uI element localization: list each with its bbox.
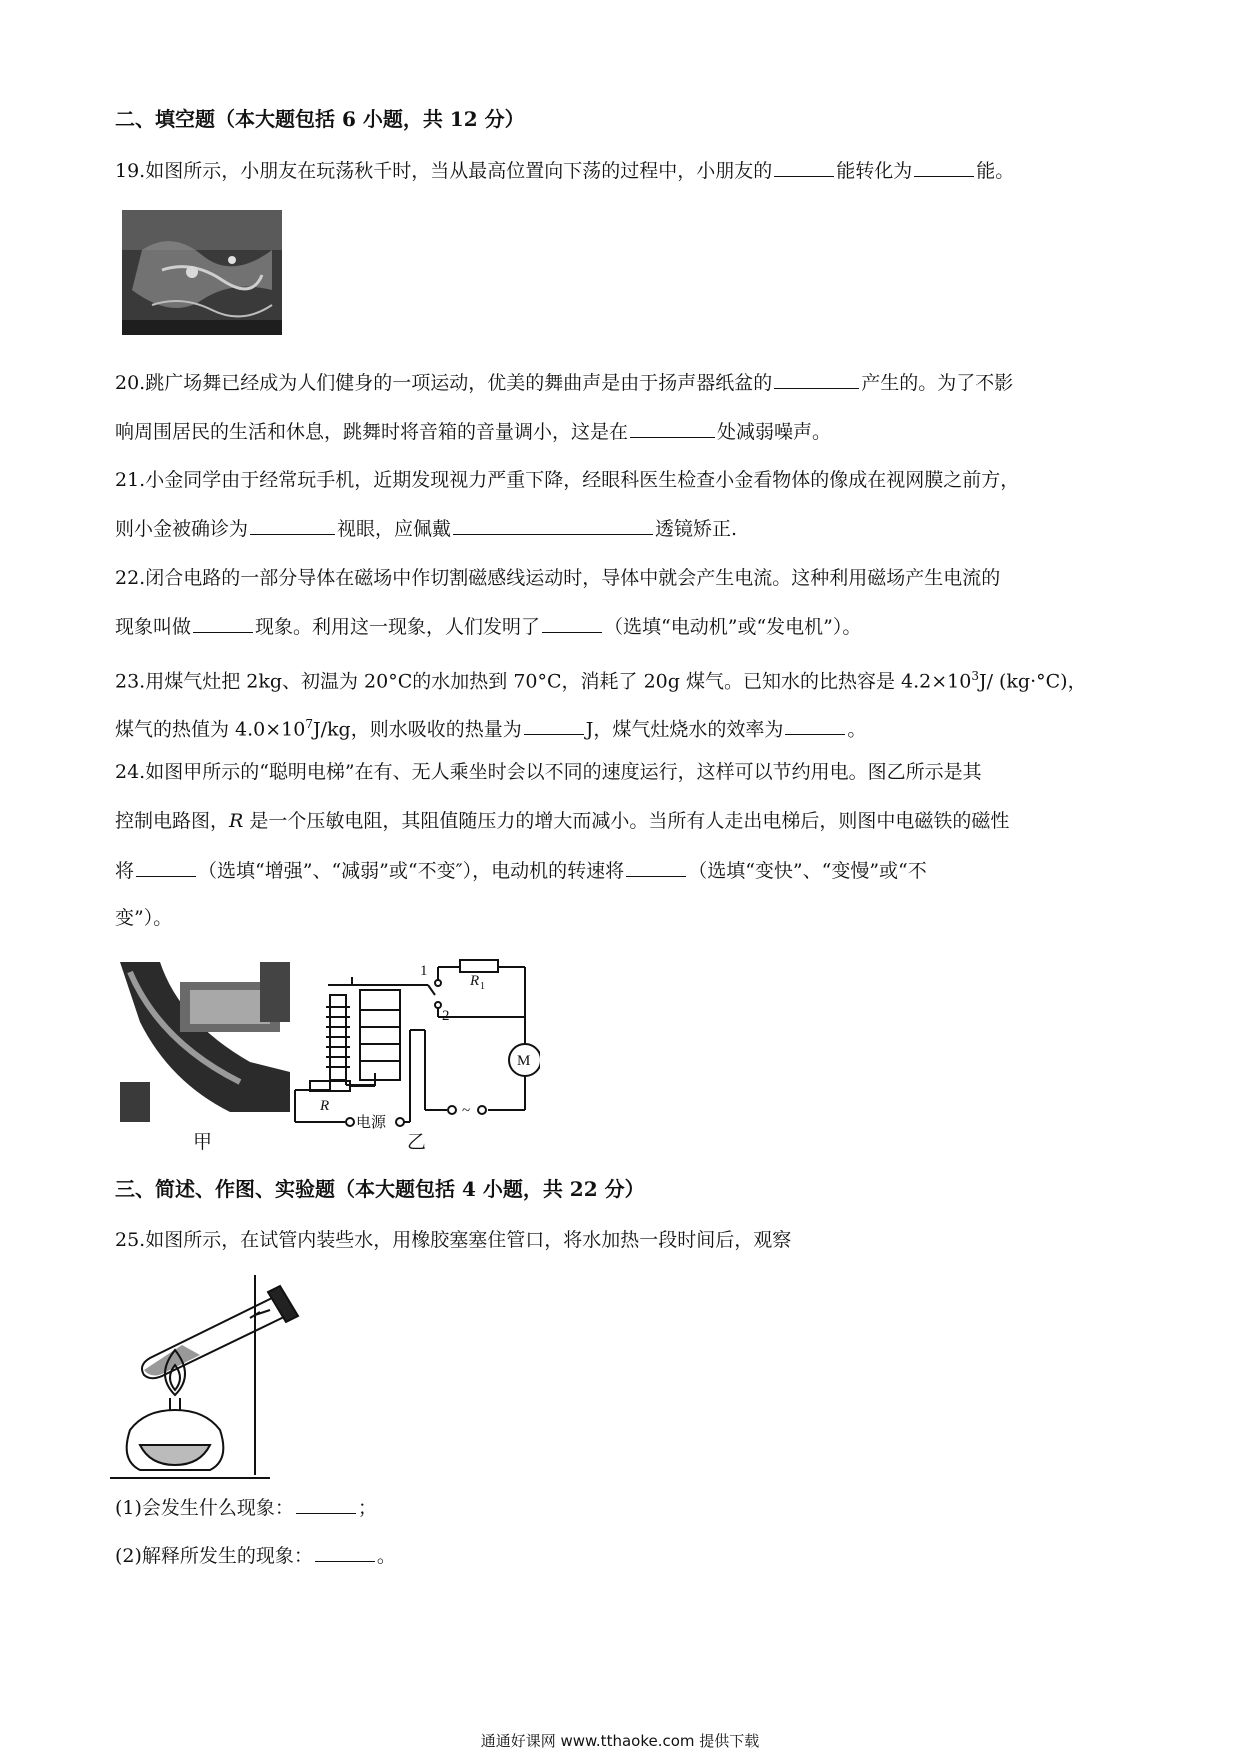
section-heading-text: 三、简述、作图、实验题（本大题包括 4 小题，共 22 分） [115, 1177, 645, 1201]
q23-text-f: 。 [847, 718, 867, 741]
contact-label-1: 1 [420, 963, 428, 979]
answer-blank[interactable] [524, 716, 584, 735]
question-24-line1 [115, 760, 1135, 784]
question-19 [115, 158, 1135, 183]
question-25-stem [115, 1228, 1135, 1252]
section-heading-experiment [115, 1177, 1135, 1201]
question-23-line1 [115, 664, 1135, 693]
resistor-label-r1: R [470, 973, 480, 989]
q21-text-d: 透镜矫正. [655, 518, 738, 540]
q23-superscript: 3 [971, 669, 979, 683]
question-21-line2 [115, 516, 1135, 541]
answer-blank[interactable] [250, 516, 335, 535]
q24-text-d: 将 [115, 860, 135, 882]
q22-text-d: （选填“电动机”或“发电机”）。 [604, 616, 862, 638]
answer-blank[interactable] [630, 419, 715, 438]
q23-text-e: J，煤气灶烧水的效率为 [585, 718, 784, 741]
question-20-line2 [115, 419, 1135, 444]
answer-blank[interactable] [542, 614, 602, 633]
q24-text-c: 是一个压敏电阻，其阻值随压力的增大而减小。当所有人走出电梯后，则图中电磁铁的磁性 [243, 810, 1010, 832]
q22-text-b: 现象叫做 [115, 616, 192, 638]
q21-text-c: 视眼，应佩戴 [337, 518, 452, 540]
q25-part2-text: (2)解释所发生的现象： [115, 1545, 313, 1567]
page-footer: 通通好课网 www.tthaoke.com 提供下载 [480, 1732, 760, 1750]
q19-text: 19.如图所示，小朋友在玩荡秋千时，当从最高位置向下荡的过程中，小朋友的 [115, 160, 773, 182]
q24-text-f: （选填“变快”、“变慢”或“不 [688, 860, 927, 882]
q20-text: 20.跳广场舞已经成为人们健身的一项运动，优美的舞曲声是由于扬声器纸盆的 [115, 372, 773, 394]
q25-part2-end: 。 [376, 1545, 396, 1567]
answer-blank[interactable] [193, 614, 253, 633]
ac-symbol: ~ [462, 1103, 471, 1119]
figure-label-jia: 甲 [193, 1131, 213, 1153]
q25-part1-end: ； [357, 1497, 377, 1519]
answer-blank[interactable] [774, 158, 834, 177]
q22-text-c: 现象。利用这一现象，人们发明了 [255, 616, 541, 638]
question-21-line1 [115, 468, 1135, 492]
q19-text-c: 能。 [976, 160, 1015, 182]
contact-label-2: 2 [442, 1008, 450, 1024]
q25-part1-text: (1)会发生什么现象： [115, 1497, 294, 1519]
q23-text: 23.用煤气灶把 2kg、初温为 20°C的水加热到 70°C，消耗了 20g 煤气。已知水的比热容是 4.2×10 [115, 670, 972, 693]
resistor-label-r: R [320, 1098, 330, 1114]
q21-text: 21.小金同学由于经常玩手机，近期发现视力严重下降，经眼科医生检查小金看物体的像成在视网膜之前方， [115, 469, 1020, 491]
question-25-part1 [115, 1495, 1135, 1520]
q20-text-c: 响周围居民的生活和休息，跳舞时将音箱的音量调小，这是在 [115, 421, 629, 443]
question-22-line1 [115, 566, 1135, 590]
q24-text: 24.如图甲所示的“聪明电梯”在有、无人乘坐时会以不同的速度运行，这样可以节约用电。图乙所示是其 [115, 761, 982, 783]
q23-text-b: J/ (kg·°C)， [978, 670, 1087, 693]
answer-blank[interactable] [315, 1543, 375, 1562]
motor-label: M [517, 1053, 531, 1069]
question-23-line2 [115, 712, 1135, 741]
swing-photo [122, 210, 282, 335]
q24-text-b: 控制电路图， [115, 810, 230, 832]
answer-blank[interactable] [136, 858, 196, 877]
test-tube-heating-diagram [110, 1270, 310, 1485]
question-25-part2 [115, 1543, 1135, 1568]
answer-blank[interactable] [626, 858, 686, 877]
answer-blank[interactable] [914, 158, 974, 177]
question-24-line2 [115, 809, 1135, 833]
question-24-line3 [115, 858, 1135, 883]
elevator-photo [120, 962, 290, 1122]
question-24-line4 [115, 906, 1135, 930]
control-circuit-diagram [290, 955, 540, 1140]
answer-blank[interactable] [453, 516, 653, 535]
q23-text-c: 煤气的热值为 4.0×10 [115, 718, 306, 741]
answer-blank[interactable] [296, 1495, 356, 1514]
q20-text-b: 产生的。为了不影 [861, 372, 1014, 394]
answer-blank[interactable] [785, 716, 845, 735]
q25-text: 25.如图所示，在试管内装些水，用橡胶塞塞住管口，将水加热一段时间后，观察 [115, 1229, 792, 1251]
question-22-line2 [115, 614, 1135, 639]
q24-variable-r: R [229, 810, 244, 832]
q24-text-g: 变”）。 [115, 907, 173, 929]
q22-text: 22.闭合电路的一部分导体在磁场中作切割磁感线运动时，导体中就会产生电流。这种利用磁场产生电流的 [115, 567, 1001, 589]
q20-text-d: 处减弱噪声。 [717, 421, 832, 443]
question-20-line1 [115, 370, 1135, 395]
figure-label-yi: 乙 [407, 1131, 427, 1153]
section-heading-text: 二、填空题（本大题包括 6 小题，共 12 分） [115, 107, 525, 131]
q21-text-b: 则小金被确诊为 [115, 518, 249, 540]
section-heading-fill-in [115, 107, 1135, 131]
q19-text-b: 能转化为 [836, 160, 913, 182]
q23-superscript-b: 7 [305, 717, 313, 731]
resistor-label-r1-sub: 1 [480, 981, 485, 992]
answer-blank[interactable] [774, 370, 859, 389]
power-source-label: 电源 [356, 1115, 387, 1131]
q24-text-e: （选填“增强”、“减弱”或“不变″），电动机的转速将 [198, 860, 625, 882]
q23-text-d: J/kg，则水吸收的热量为 [313, 718, 522, 741]
